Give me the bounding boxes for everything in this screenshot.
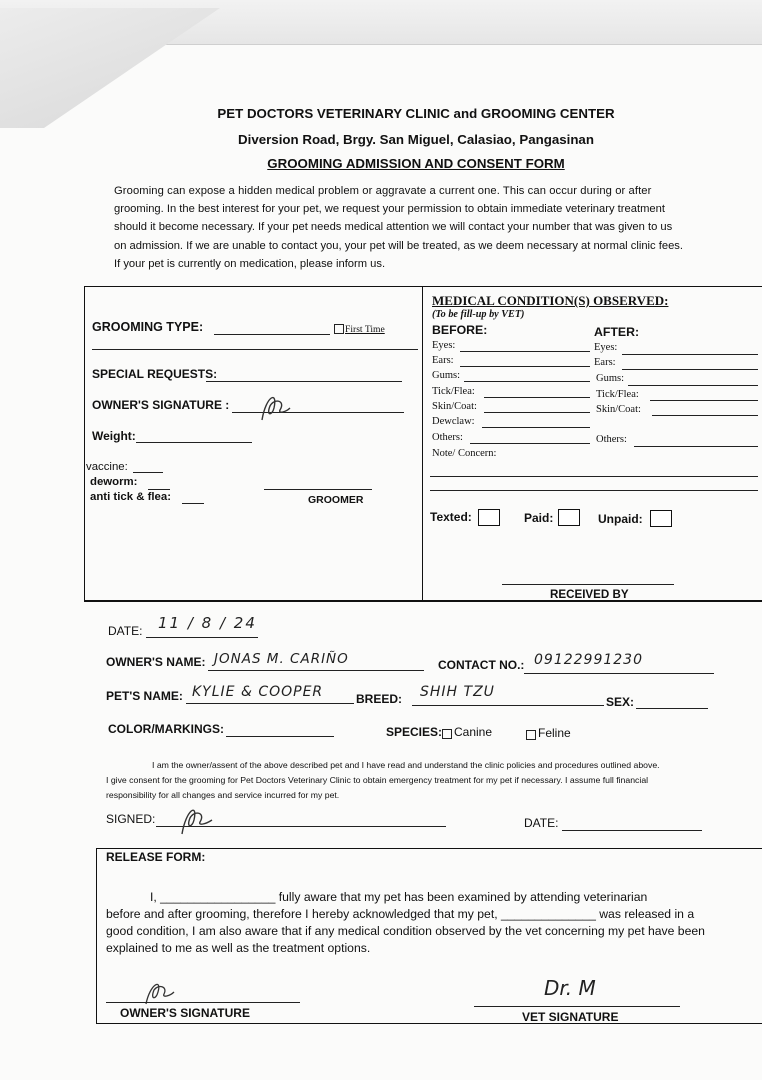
consent-line: responsibility for all changes and service incurred for my pet.	[106, 790, 340, 800]
deworm-label: deworm:	[90, 476, 138, 488]
after-skincoat-field[interactable]	[652, 415, 758, 416]
contact-value: 09122991230	[534, 652, 643, 668]
before-gums-field[interactable]	[464, 381, 590, 382]
grooming-type-field-2[interactable]	[92, 349, 418, 350]
release-line: before and after grooming, therefore I hereby acknowledged that my pet, ______________ was released in a	[106, 907, 695, 921]
before-eyes-label: Eyes:	[432, 340, 456, 351]
before-skincoat-field[interactable]	[484, 412, 590, 413]
after-others-field[interactable]	[634, 446, 758, 447]
after-tickflea-field[interactable]	[650, 400, 758, 401]
vaccine-field[interactable]	[133, 472, 163, 473]
release-line: explained to me as well as the treatment options.	[106, 941, 371, 955]
pet-name-field[interactable]	[186, 703, 354, 704]
feline-checkbox[interactable]	[526, 730, 536, 740]
before-others-field[interactable]	[470, 443, 590, 444]
paid-label: Paid:	[524, 511, 554, 525]
owner-name-field[interactable]	[208, 670, 424, 671]
first-time-label: First Time	[345, 324, 385, 335]
release-owner-signature-line[interactable]	[106, 1002, 300, 1003]
paid-checkbox[interactable]	[558, 509, 580, 526]
before-eyes-field[interactable]	[460, 351, 590, 352]
contact-field[interactable]	[524, 673, 714, 674]
received-by-label: RECEIVED BY	[550, 588, 629, 601]
consent-line: I am the owner/assent of the above described pet and I have read and understand the clinic policies and procedures outlined above.	[152, 760, 660, 770]
canine-checkbox[interactable]	[442, 729, 452, 739]
release-owner-signature-label: OWNER'S SIGNATURE	[120, 1006, 250, 1020]
after-tickflea-label: Tick/Flea:	[596, 389, 639, 400]
before-ears-label: Ears:	[432, 355, 454, 366]
grooming-type-label: GROOMING TYPE:	[92, 320, 204, 334]
note-line-2[interactable]	[430, 490, 758, 491]
first-time-checkbox[interactable]	[334, 324, 344, 334]
weight-label: Weight:	[92, 429, 136, 443]
intro-line: should it become necessary. If your pet needs medical attention we will contact your number that was given to us	[114, 221, 673, 233]
before-ears-field[interactable]	[460, 366, 590, 367]
color-markings-label: COLOR/MARKINGS:	[108, 722, 224, 736]
section-divider	[422, 286, 423, 602]
vaccine-label: vaccine:	[86, 461, 128, 473]
before-gums-label: Gums:	[432, 370, 461, 381]
owner-signature-mark	[256, 386, 296, 426]
date-value: 11 / 8 / 24	[158, 614, 257, 632]
breed-field[interactable]	[412, 705, 604, 706]
before-tickflea-label: Tick/Flea:	[432, 386, 475, 397]
breed-value: SHIH TZU	[420, 684, 495, 700]
after-ears-field[interactable]	[622, 369, 758, 370]
intro-line: If your pet is currently on medication, please inform us.	[114, 258, 386, 270]
deworm-field[interactable]	[148, 489, 170, 490]
anti-tick-label: anti tick & flea:	[90, 491, 172, 503]
owner-name-value: JONAS M. CARIÑO	[214, 651, 349, 667]
after-eyes-label: Eyes:	[594, 342, 618, 353]
after-skincoat-label: Skin/Coat:	[596, 404, 641, 415]
pet-name-value: KYLIE & COOPER	[192, 684, 324, 700]
special-requests-field[interactable]	[206, 381, 402, 382]
before-label: BEFORE:	[432, 323, 488, 337]
sex-label: SEX:	[606, 695, 635, 709]
texted-checkbox[interactable]	[478, 509, 500, 526]
color-markings-field[interactable]	[226, 736, 334, 737]
canine-label: Canine	[454, 725, 493, 739]
signed-date-label: DATE:	[524, 816, 559, 830]
release-form-title: RELEASE FORM:	[106, 850, 206, 864]
form-title: GROOMING ADMISSION AND CONSENT FORM	[267, 156, 565, 171]
groomer-line[interactable]	[264, 489, 372, 490]
medical-title: MEDICAL CONDITION(S) OBSERVED:	[432, 293, 669, 308]
intro-line: Grooming can expose a hidden medical problem or aggravate a current one. This can occur during or after	[114, 185, 652, 197]
after-gums-field[interactable]	[628, 385, 758, 386]
after-others-label: Others:	[596, 434, 627, 445]
release-line: I, _________________ fully aware that my pet has been examined by attending veterinarian	[150, 890, 648, 904]
note-concern-label: Note/ Concern:	[432, 448, 497, 459]
sex-field[interactable]	[636, 708, 708, 709]
received-by-line[interactable]	[502, 584, 674, 585]
contact-label: CONTACT NO.:	[438, 658, 525, 672]
after-ears-label: Ears:	[594, 357, 616, 368]
release-line: good condition, I am also aware that if any medical condition observed by the vet concerning my pet have been	[106, 924, 705, 938]
after-eyes-field[interactable]	[622, 354, 758, 355]
before-others-label: Others:	[432, 432, 463, 443]
clinic-address: Diversion Road, Brgy. San Miguel, Calasiao, Pangasinan	[238, 132, 594, 147]
consent-line: I give consent for the grooming for Pet Doctors Veterinary Clinic to obtain emergency treatment for my pet if necessary. I assume full financial	[106, 775, 649, 785]
special-requests-label: SPECIAL REQUESTS:	[92, 367, 218, 381]
before-tickflea-field[interactable]	[484, 397, 590, 398]
clinic-name: PET DOCTORS VETERINARY CLINIC and GROOMING CENTER	[217, 106, 615, 121]
after-label: AFTER:	[594, 325, 640, 339]
signed-date-field[interactable]	[562, 830, 702, 831]
grooming-type-field[interactable]	[214, 334, 330, 335]
vet-signature-line[interactable]	[474, 1006, 680, 1007]
texted-label: Texted:	[430, 510, 472, 524]
date-field[interactable]	[146, 637, 258, 638]
vet-signature-label: VET SIGNATURE	[522, 1010, 619, 1024]
owner-name-label: OWNER'S NAME:	[106, 655, 206, 669]
medical-subtitle: (To be fill-up by VET)	[432, 309, 525, 320]
unpaid-label: Unpaid:	[598, 512, 643, 526]
before-dewclaw-label: Dewclaw:	[432, 416, 475, 427]
note-line-1[interactable]	[430, 476, 758, 477]
feline-label: Feline	[538, 726, 571, 740]
signed-label: SIGNED:	[106, 812, 156, 826]
vet-signature-mark: Dr. M	[544, 976, 596, 1000]
before-skincoat-label: Skin/Coat:	[432, 401, 477, 412]
breed-label: BREED:	[356, 692, 403, 706]
intro-line: grooming. In the best interest for your pet, we request your permission to obtain immediate veterinary treatment	[114, 203, 665, 215]
before-dewclaw-field[interactable]	[482, 427, 590, 428]
pet-name-label: PET'S NAME:	[106, 689, 183, 703]
anti-tick-field[interactable]	[182, 503, 204, 504]
after-gums-label: Gums:	[596, 373, 625, 384]
owner-signature-label: OWNER'S SIGNATURE :	[92, 398, 230, 412]
signed-signature-mark	[176, 798, 216, 838]
intro-line: on admission. If we are unable to contact you, your pet will be treated, as we deem necessary at normal clinic fees.	[114, 240, 683, 252]
species-label: SPECIES:	[386, 725, 443, 739]
date-label: DATE:	[108, 624, 143, 638]
weight-field[interactable]	[136, 442, 252, 443]
groomer-label: GROOMER	[308, 494, 364, 506]
unpaid-checkbox[interactable]	[650, 510, 672, 527]
